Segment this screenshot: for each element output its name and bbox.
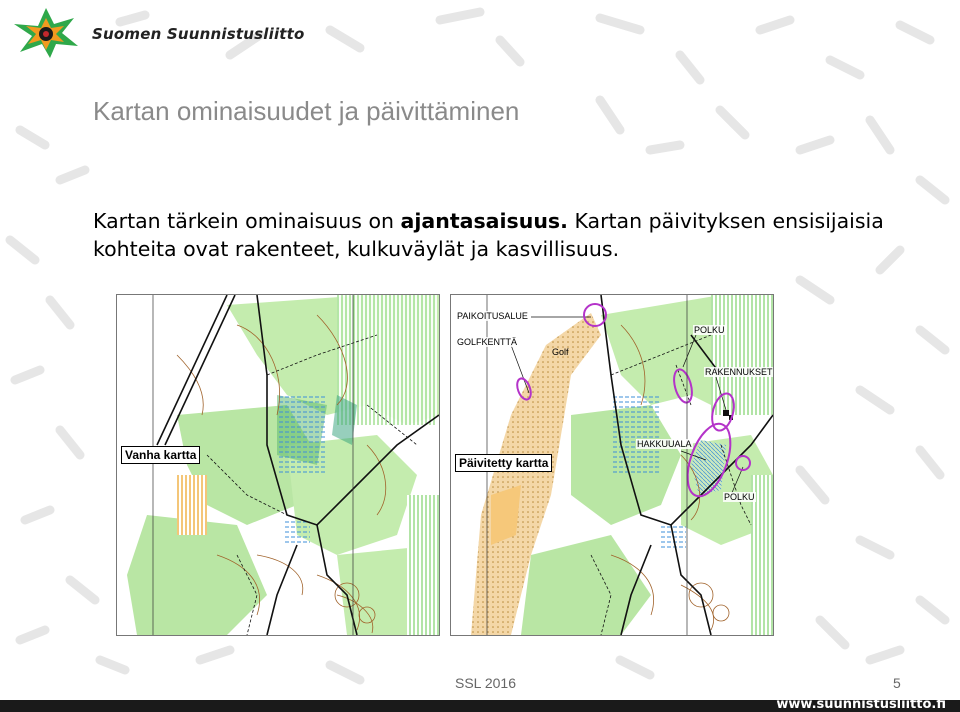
page-number: 5 [893, 675, 901, 691]
annotation-golf-course: GOLFKENTTÄ [457, 337, 518, 347]
body-text-bold: ajantasaisuus. [400, 209, 568, 233]
body-text-part1: Kartan tärkein ominaisuus on [93, 209, 401, 233]
annotation-buildings: RAKENNUKSET [705, 367, 773, 377]
old-map-label: Vanha kartta [121, 446, 200, 464]
logo-star-icon [10, 6, 82, 60]
old-map-graphic [117, 295, 439, 635]
body-text [93, 207, 913, 263]
org-name: Suomen Suunnistusliitto [92, 25, 305, 43]
old-map [116, 294, 440, 636]
body-text-part2: Kartan päivityksen ensisijaisia kohteita ovat rakenteet, kulkuväylät ja kasvillisuus. [93, 209, 884, 261]
annotation-parking: PAIKOITUSALUE [457, 311, 528, 321]
updated-map-label: Päivitetty kartta [455, 454, 552, 472]
annotation-golf: Golf [552, 347, 569, 357]
annotation-clearcut: HAKKUUALA [637, 439, 692, 449]
annotation-path-bottom: POLKU [724, 492, 755, 502]
updated-map [450, 294, 774, 636]
annotation-path-top: POLKU [694, 325, 725, 335]
footer-center-text: SSL 2016 [455, 675, 516, 691]
slide-title: Kartan ominaisuudet ja päivittäminen [93, 96, 520, 126]
footer-url: www.suunnistusliitto.fi [776, 697, 946, 712]
